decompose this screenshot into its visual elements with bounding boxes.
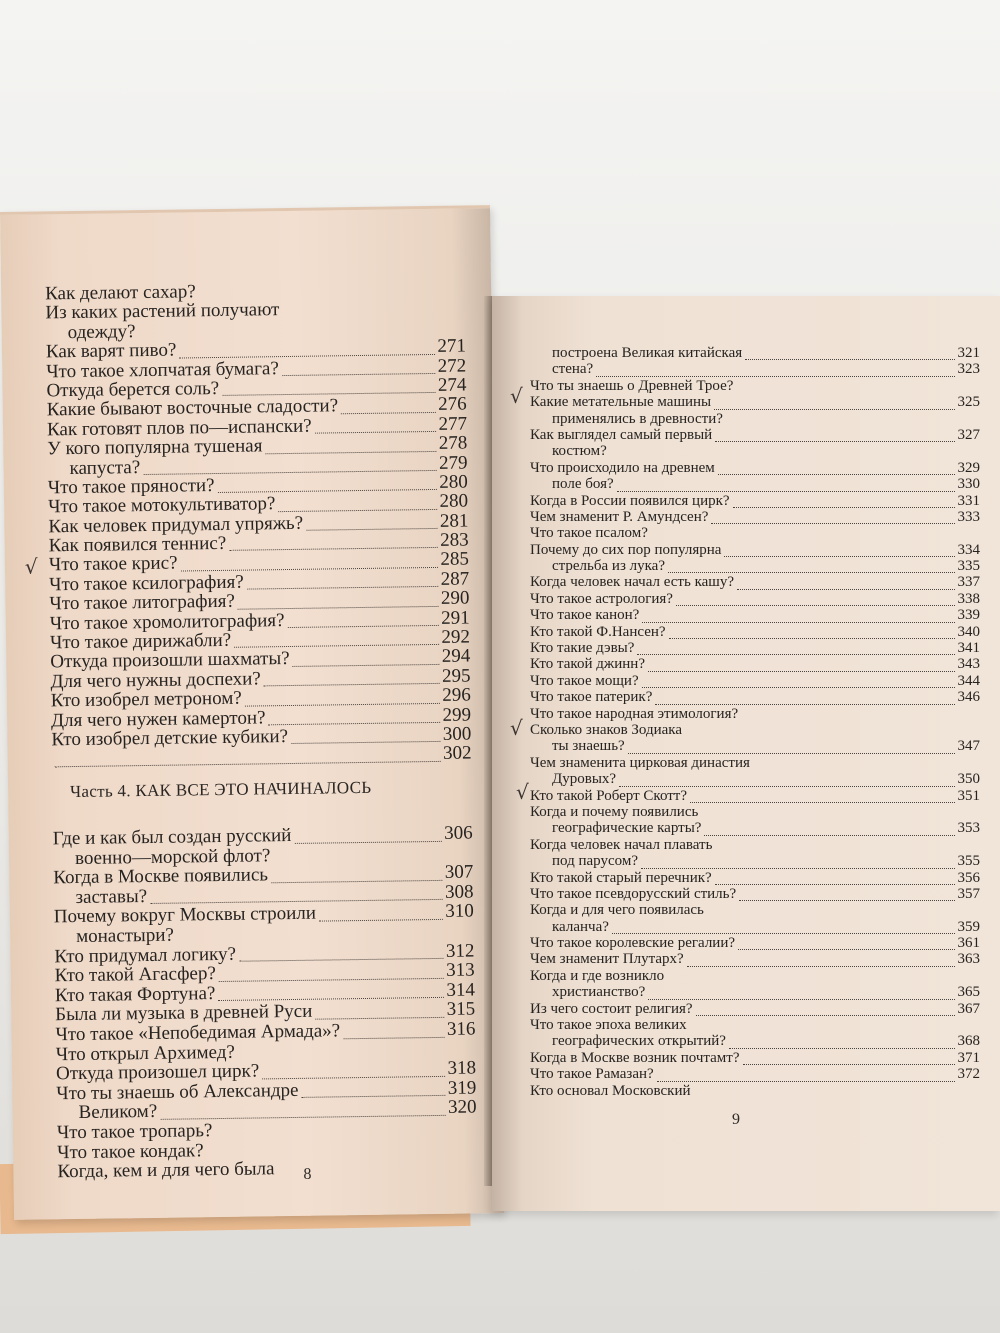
- toc-entry: [530, 444, 980, 460]
- entry-title: географические карты?: [552, 820, 702, 837]
- entry-title: Почему вокруг Москвы строили: [53, 903, 317, 928]
- toc-entry: [530, 1018, 980, 1034]
- entry-title: Из каких растений получают: [45, 299, 280, 324]
- entry-title: Что такое эпоха великих: [530, 1017, 687, 1034]
- left-toc-list: [45, 279, 472, 770]
- leader-dots: [724, 556, 955, 557]
- entry-page-number: 277: [438, 413, 468, 435]
- entry-page-number: 346: [957, 689, 980, 706]
- entry-title: Чем знаменит Р. Амундсен?: [530, 508, 709, 525]
- entry-page-number: 337: [957, 574, 980, 591]
- entry-page-number: 306: [444, 822, 473, 844]
- entry-title: заставы?: [75, 885, 148, 908]
- entry-page-number: 330: [957, 476, 980, 493]
- leader-dots: [619, 786, 955, 787]
- toc-entry: [530, 871, 980, 887]
- leader-dots: [739, 900, 955, 901]
- entry-title: капуста?: [69, 456, 141, 479]
- entry-page-number: 329: [957, 459, 980, 476]
- leader-dots: [617, 491, 955, 492]
- toc-entry: [530, 756, 980, 772]
- toc-entry: [530, 559, 980, 575]
- entry-page-number: 355: [957, 853, 980, 870]
- toc-entry: [530, 952, 980, 968]
- entry-page-number: 371: [957, 1049, 980, 1066]
- entry-page-number: 307: [444, 861, 474, 884]
- entry-page-number: 287: [440, 568, 470, 590]
- entry-page-number: 278: [438, 432, 468, 455]
- entry-page-number: 356: [957, 869, 980, 886]
- entry-page-number: 365: [957, 984, 980, 1001]
- entry-title: Кто изобрел детские кубики?: [51, 726, 289, 751]
- entry-title: построена Великая китайская: [552, 345, 743, 361]
- leader-dots: [612, 933, 955, 934]
- entry-title: одежду?: [67, 320, 136, 343]
- leader-dots: [669, 638, 955, 639]
- right-page: [492, 296, 1000, 1211]
- entry-title: Кто такой Роберт Скотт?: [530, 787, 688, 804]
- entry-page-number: 320: [447, 1096, 477, 1119]
- entry-title: Кто придумал логику?: [54, 943, 237, 967]
- toc-entry: [530, 510, 980, 526]
- entry-title: Великом?: [78, 1101, 158, 1124]
- entry-page-number: 343: [957, 656, 980, 673]
- entry-page-number: 361: [957, 935, 980, 952]
- toc-entry: [530, 838, 980, 854]
- left-page: [0, 205, 504, 1220]
- entry-page-number: 302: [442, 742, 472, 765]
- page-number-right: 9: [732, 1111, 740, 1128]
- toc-entry: [530, 625, 980, 641]
- entry-page-number: 280: [439, 490, 469, 513]
- entry-title: Что такое Рамазан?: [530, 1066, 654, 1083]
- entry-title: Что такое хлопчатая бумага?: [46, 357, 279, 382]
- toc-entry: [530, 805, 980, 821]
- entry-page-number: 271: [437, 335, 467, 358]
- entry-page-number: 279: [438, 452, 468, 474]
- entry-page-number: 316: [446, 1018, 476, 1040]
- entry-title: Кто изобрел метроном?: [50, 687, 242, 712]
- entry-title: Для чего нужен камертон?: [50, 706, 266, 731]
- leader-dots: [668, 572, 955, 573]
- leader-dots: [628, 753, 955, 754]
- entry-title: Что такое кондак?: [56, 1139, 204, 1163]
- entry-page-number: 367: [957, 1000, 980, 1017]
- entry-page-number: 334: [957, 541, 980, 558]
- leader-dots: [641, 868, 955, 869]
- leader-dots: [648, 999, 955, 1000]
- leader-dots: [737, 589, 955, 590]
- entry-page-number: 344: [957, 672, 980, 689]
- entry-title: Кто такой старый перечник?: [530, 869, 712, 886]
- entry-page-number: 339: [957, 607, 980, 624]
- checkmark-icon: √: [516, 780, 529, 804]
- checkmark-icon: √: [510, 716, 523, 740]
- toc-entry: [530, 985, 980, 1001]
- entry-page-number: 351: [957, 787, 980, 804]
- toc-entry: [530, 575, 980, 591]
- leader-dots: [687, 966, 955, 967]
- entry-page-number: 285: [440, 548, 470, 571]
- entry-title: Почему до сих пор популярна: [530, 541, 722, 558]
- leader-dots: [642, 622, 955, 623]
- entry-title: Была ли музыка в древней Руси: [55, 1001, 313, 1026]
- entry-page-number: 319: [447, 1077, 477, 1099]
- entry-page-number: 341: [957, 640, 980, 657]
- entry-page-number: 338: [957, 590, 980, 607]
- entry-title: Откуда произошел цирк?: [55, 1060, 260, 1085]
- toc-entry: [530, 1051, 980, 1067]
- entry-title: Кто такая Фортуна?: [54, 982, 216, 1007]
- entry-title: Что такое народная этимология?: [530, 705, 739, 722]
- entry-title: Что такое канон?: [530, 607, 640, 624]
- entry-page-number: 323: [957, 361, 980, 378]
- entry-title: под парусом?: [552, 853, 638, 870]
- toc-entry: [530, 854, 980, 870]
- toc-entry: [530, 362, 980, 378]
- entry-title: Когда человек начал плавать: [530, 836, 713, 853]
- entry-title: Когда в России появился цирк?: [530, 492, 730, 509]
- toc-entry: [530, 1084, 980, 1100]
- entry-page-number: 296: [442, 684, 471, 707]
- toc-entry: [530, 674, 980, 690]
- toc-entry: [530, 412, 980, 428]
- entry-title: поле боя?: [552, 476, 614, 493]
- entry-page-number: 315: [446, 998, 476, 1021]
- entry-page-number: 295: [441, 665, 471, 687]
- entry-title: Для чего нужны доспехи?: [50, 668, 261, 693]
- entry-page-number: 308: [444, 881, 474, 903]
- entry-title: Кто основал Московский: [530, 1082, 691, 1099]
- entry-title: применялись в древности?: [552, 410, 723, 427]
- entry-page-number: 280: [439, 471, 468, 493]
- part4-toc-list: [53, 823, 478, 1182]
- entry-title: Когда в Москве появились: [53, 864, 269, 889]
- toc-entry: [530, 739, 980, 755]
- entry-title: Откуда берется соль?: [46, 377, 220, 402]
- leader-dots: [743, 1064, 955, 1065]
- leader-dots: [655, 704, 955, 705]
- entry-title: Что такое мощи?: [530, 672, 639, 689]
- toc-entry: [530, 657, 980, 673]
- toc-entry: [530, 592, 980, 608]
- leader-dots: [648, 671, 955, 672]
- toc-entry: [530, 543, 980, 559]
- entry-page-number: 290: [440, 587, 470, 610]
- entry-page-number: 327: [957, 426, 980, 443]
- toc-entry: [530, 494, 980, 510]
- entry-page-number: 372: [957, 1066, 980, 1083]
- entry-page-number: 325: [957, 394, 980, 411]
- entry-title: Чем знаменита цирковая династия: [530, 754, 750, 771]
- entry-title: Какие бывают восточные сладости?: [46, 395, 339, 421]
- entry-title: Что такое мотокультиватор?: [47, 493, 276, 518]
- entry-title: Когда человек начал есть кашу?: [530, 574, 734, 591]
- toc-entry: [530, 379, 980, 395]
- toc-entry: [530, 1002, 980, 1018]
- entry-title: Дуровых?: [552, 771, 617, 788]
- entry-title: Что такое королевские регалии?: [530, 935, 736, 952]
- toc-entry: [530, 641, 980, 657]
- entry-title: Что ты знаешь о Древней Трое?: [530, 377, 734, 394]
- entry-page-number: 347: [957, 738, 980, 755]
- entry-page-number: 310: [445, 900, 474, 923]
- leader-dots: [341, 412, 436, 414]
- entry-title: Чем знаменит Плутарх?: [530, 951, 684, 968]
- leader-dots: [715, 441, 955, 442]
- entry-title: Когда и где возникло: [530, 967, 665, 984]
- toc-entry: [530, 903, 980, 919]
- toc-entry: [530, 395, 980, 411]
- toc-entry: [530, 772, 980, 788]
- entry-title: Что такое литография?: [49, 591, 235, 615]
- entry-title: Что открыл Архимед?: [55, 1041, 236, 1065]
- entry-title: ты знаешь?: [552, 738, 625, 755]
- leader-dots: [733, 507, 955, 508]
- checkmark-icon: √: [510, 384, 523, 408]
- entry-title: Как варят пиво?: [45, 339, 177, 363]
- entry-title: Какие метательные машины: [530, 394, 712, 411]
- entry-title: Что такое псалом?: [530, 525, 648, 542]
- entry-page-number: 318: [447, 1057, 477, 1079]
- leader-dots: [714, 409, 955, 410]
- entry-page-number: 272: [437, 355, 467, 377]
- leader-dots: [642, 687, 955, 688]
- entry-title: Как выглядел самый первый: [530, 426, 713, 443]
- entry-title: У кого популярна тушеная: [47, 435, 263, 460]
- leader-dots: [344, 1036, 445, 1038]
- toc-entry: [530, 969, 980, 985]
- toc-entry: [530, 887, 980, 903]
- entry-page-number: 321: [957, 345, 980, 361]
- entry-title: Что такое псевдорусский стиль?: [530, 885, 737, 902]
- entry-page-number: 314: [446, 979, 476, 1001]
- part-heading: Часть 4. КАК ВСЕ ЭТО НАЧИНАЛОСЬ: [69, 777, 372, 802]
- toc-entry: [530, 789, 980, 805]
- page-number-left: 8: [303, 1165, 312, 1183]
- entry-page-number: 292: [441, 626, 471, 648]
- entry-page-number: 368: [957, 1033, 980, 1050]
- toc-entry: [530, 346, 980, 362]
- leader-dots: [637, 654, 955, 655]
- entry-title: стрельба из лука?: [552, 558, 665, 575]
- leader-dots: [718, 474, 955, 475]
- leader-dots: [745, 359, 955, 360]
- entry-title: Когда, кем и для чего была: [57, 1158, 275, 1183]
- leader-dots: [657, 1081, 955, 1082]
- leader-dots: [596, 376, 955, 377]
- entry-page-number: 299: [442, 704, 472, 726]
- entry-page-number: 291: [441, 607, 470, 629]
- entry-title: Когда и для чего появилась: [530, 902, 704, 919]
- entry-title: Когда и почему появились: [530, 803, 699, 820]
- entry-title: географических открытий?: [552, 1033, 726, 1050]
- leader-dots: [715, 884, 955, 885]
- entry-title: Кто такой Ф.Нансен?: [530, 623, 666, 640]
- entry-title: Сколько знаков Зодиака: [530, 721, 683, 738]
- leader-dots: [690, 802, 955, 803]
- entry-title: Что такое хромолитография?: [49, 609, 285, 634]
- entry-title: Кто такие дэвы?: [530, 640, 635, 657]
- entry-page-number: 276: [438, 393, 467, 416]
- entry-title: стена?: [552, 361, 594, 378]
- toc-entry: [530, 477, 980, 493]
- entry-title: Как делают сахар?: [45, 281, 196, 305]
- entry-page-number: 313: [445, 959, 475, 982]
- entry-title: Откуда произошли шахматы?: [50, 648, 290, 673]
- entry-page-number: 312: [445, 940, 475, 962]
- leader-dots: [696, 1015, 955, 1016]
- entry-page-number: 333: [957, 508, 980, 525]
- entry-page-number: 350: [957, 771, 980, 788]
- entry-page-number: 283: [439, 529, 469, 551]
- entry-title: Что происходило на древнем: [530, 459, 715, 476]
- entry-title: костюм?: [552, 443, 607, 460]
- entry-title: Что такое астрология?: [530, 590, 673, 607]
- toc-entry: [530, 821, 980, 837]
- entry-title: военно—морской флот?: [74, 844, 271, 869]
- entry-page-number: 300: [442, 723, 472, 745]
- entry-title: Как готовят плов по—испански?: [46, 415, 312, 441]
- leader-dots: [704, 835, 955, 836]
- entry-title: Что такое дирижабли?: [49, 629, 232, 654]
- toc-entry: [530, 428, 980, 444]
- toc-entry: [530, 936, 980, 952]
- toc-entry: [530, 1034, 980, 1050]
- toc-entry: [530, 526, 980, 542]
- entry-page-number: 331: [957, 492, 980, 509]
- leader-dots: [729, 1048, 955, 1049]
- entry-page-number: 294: [441, 645, 471, 668]
- entry-title: каланча?: [552, 918, 609, 935]
- entry-title: Из чего состоит религия?: [530, 1000, 693, 1017]
- leader-dots: [711, 523, 955, 524]
- entry-page-number: 281: [439, 510, 469, 532]
- entry-title: Что такое пряности?: [47, 474, 215, 499]
- leader-dots: [55, 761, 441, 767]
- toc-entry: [57, 1157, 477, 1182]
- entry-title: Что такое «Непобедимая Армада»?: [55, 1020, 341, 1046]
- entry-title: Как человек придумал упряжь?: [48, 512, 304, 538]
- checkmark-icon: √: [24, 554, 38, 579]
- leader-dots: [676, 605, 955, 606]
- entry-page-number: 353: [957, 820, 980, 837]
- toc-entry: [530, 920, 980, 936]
- entry-page-number: 335: [957, 558, 980, 575]
- entry-title: христианство?: [552, 984, 646, 1001]
- entry-title: Что такое ксилография?: [49, 571, 244, 596]
- entry-title: Где и как был создан русский: [52, 824, 292, 850]
- entry-title: Кто такой джинн?: [530, 656, 645, 673]
- entry-page-number: 340: [957, 623, 980, 640]
- toc-entry: [530, 707, 980, 723]
- toc-entry: [530, 1067, 980, 1083]
- entry-title: Когда в Москве возник почтамт?: [530, 1049, 740, 1066]
- entry-page-number: 359: [957, 918, 980, 935]
- toc-entry: [530, 723, 980, 739]
- entry-title: Что ты знаешь об Александре: [56, 1079, 299, 1105]
- entry-title: монастыри?: [75, 924, 174, 947]
- right-toc-list: [530, 346, 980, 1100]
- leader-dots: [738, 949, 955, 950]
- entry-page-number: 363: [957, 951, 980, 968]
- toc-entry: [530, 461, 980, 477]
- entry-title: Как появился теннис?: [48, 532, 227, 557]
- entry-page-number: 274: [437, 374, 467, 396]
- toc-entry: [530, 690, 980, 706]
- entry-page-number: 357: [957, 885, 980, 902]
- entry-title: Что такое крис?: [48, 553, 178, 576]
- entry-title: Кто такой Агасфер?: [54, 963, 217, 987]
- toc-entry: [530, 608, 980, 624]
- entry-title: Что такое тропарь?: [56, 1120, 213, 1144]
- entry-title: Что такое патерик?: [530, 689, 653, 706]
